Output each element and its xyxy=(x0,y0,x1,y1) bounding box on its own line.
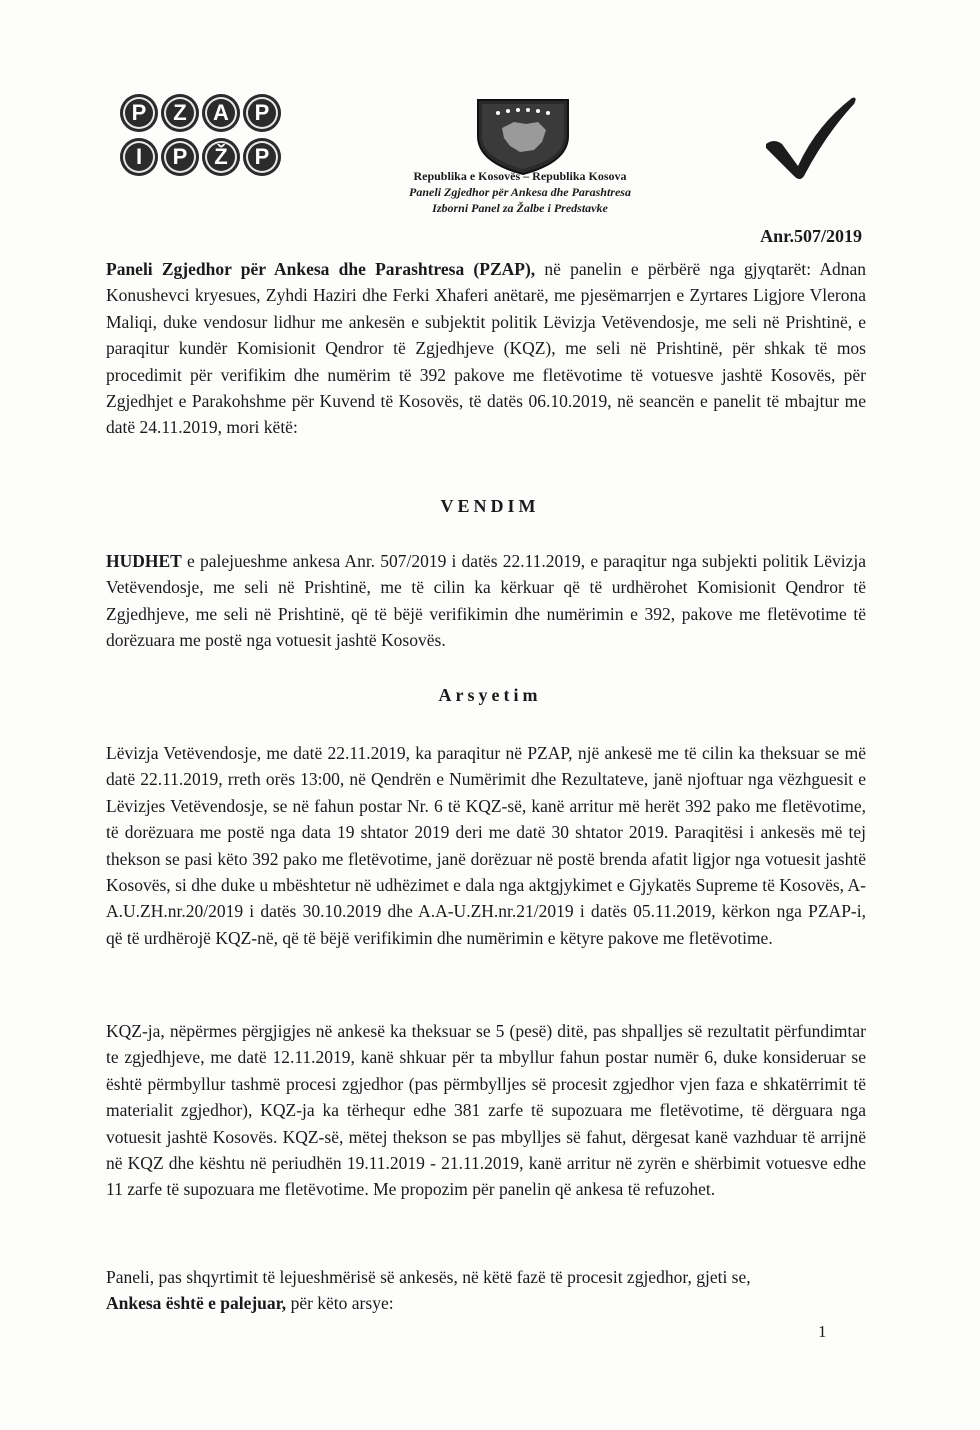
institution-header xyxy=(340,168,700,216)
intro-paragraph xyxy=(106,256,866,441)
reasoning-paragraph-3-text: Paneli, pas shqyrtimit të lejueshmërisë së ankesës, në këtë fazë të procesit zgjedhor, gjeti se, xyxy=(106,1267,751,1287)
reasoning-paragraph-3-bold: Ankesa është e palejuar, xyxy=(106,1293,287,1314)
logo-letter: P xyxy=(243,138,281,176)
reasoning-heading: Arsyetim xyxy=(438,685,542,705)
logo-row-bottom xyxy=(120,138,285,176)
republic-name: Republika e Kosovës – Republika Kosova xyxy=(413,169,627,183)
logo-letter: P xyxy=(161,138,199,176)
panel-name-serbian: Izborni Panel za Žalbe i Predstavke xyxy=(432,201,608,215)
reasoning-paragraph-2: KQZ-ja, nëpërmes përgjigjes në ankesë ka theksuar se 5 (pesë) ditë, pas shpalljes së rezultatit përfundimtar te zgjedhjeve, me datë 12.11.2019, kanë shkuar për ta mbyllur fahun postar numër 6, duke konsideruar se është përmbyllur tashmë procesi zgjedhor (pas përmbylljes së procesit zgjedhor vjen faza e shkatërrimit të materialit zgjedhor), KQZ-ja ka tërhequr edhe 381 zarfe të supozuara me fletëvotime, të dërguara nga votuesit jashtë Kosovës. KQZ-së, mëtej thekson se pas mbylljes së fahut, dërgesat kanë vazhduar të arrijnë në KQZ dhe kështu në periudhën 19.11.2019 - 21.11.2019, kanë arritur në zyrën e shërbimit votuesve edhe 11 zarfe të supozuara me fletëvotime. Me propozim për panelin që ankesa të refuzohet. xyxy=(106,1021,866,1200)
kosovo-emblem-icon xyxy=(472,96,574,176)
decision-lead: HUDHET xyxy=(106,551,182,571)
logo-row-top xyxy=(120,94,285,132)
case-number: Anr.507/2019 xyxy=(760,226,862,246)
logo-letter: A xyxy=(202,94,240,132)
decision-text: e palejueshme ankesa Anr. 507/2019 i datës 22.11.2019, e paraqitur nga subjekti politik Lëvizja Vetëvendosje, me seli në Prishtinë, me të cilin ka kërkuar që të urdhërohet Komisionit Qendror të Zgjedhjeve, me seli në Prishtinë, që të bëjë verifikimin dhe numërimin e 392, pakove me fletëvotime të dorëzuara me postë nga votuesit jashtë Kosovës. xyxy=(106,551,866,651)
decision-heading: VENDIM xyxy=(440,496,540,516)
page-number: 1 xyxy=(818,1322,827,1341)
checkmark-icon xyxy=(760,92,860,182)
logo-letter: Ž xyxy=(202,138,240,176)
reasoning-paragraph-3 xyxy=(106,1264,866,1317)
pzap-logo xyxy=(120,94,285,182)
logo-letter: P xyxy=(243,94,281,132)
logo-letter: Z xyxy=(161,94,199,132)
reasoning-paragraph-3-tail: për këto arsye: xyxy=(286,1293,394,1314)
reasoning-paragraph-1: Lëvizja Vetëvendosje, me datë 22.11.2019, ka paraqitur në PZAP, një ankesë me të cilin ka theksuar se më datë 22.11.2019, rreth orës 13:00, në Qendrën e Numërimit dhe Rezultateve, janë njoftuar nga vëzhguesit e Lëvizjes Vetëvendosje, se në fahun postar Nr. 6 të KQZ-së, kanë arritur më herët 392 pako me fletëvotime, të dorëzuara me postë nga data 19 shtator 2019 deri me datë 30 shtator 2019. Paraqitësi i ankesës më tej thekson se pasi këto 392 pako me fletëvotime, janë dorëzuar në postë brenda afatit ligjor nga votuesit jashtë Kosovës, si dhe duke u mbështetur në udhëzimet e dala nga aktgjykimet e Gjykatës Supreme të Kosovës, A-A.U.ZH.nr.20/2019 i datës 30.10.2019 dhe A.A-U.ZH.nr.21/2019 i datës 05.11.2019, kërkon nga PZAP-i, që të urdhërojë KQZ-në, që të bëjë verifikimin dhe numërimin e këtyre pakove me fletëvotime. xyxy=(106,743,866,948)
intro-lead: Paneli Zgjedhor për Ankesa dhe Parashtresa (PZAP), xyxy=(106,259,536,279)
panel-name-albanian: Paneli Zgjedhor për Ankesa dhe Parashtresa xyxy=(409,185,631,199)
logo-letter: P xyxy=(120,94,158,132)
decision-paragraph xyxy=(106,548,866,654)
logo-letter: I xyxy=(120,138,158,176)
intro-text: në panelin e përbërë nga gjyqtarët: Adnan Konushevci kryesues, Zyhdi Haziri dhe Ferki Xhaferi anëtarë, me pjesëmarrjen e Zyrtares Ligjore Vlerona Maliqi, duke vendosur lidhur me ankesën e subjektit politik Lëvizja Vetëvendosje, me seli në Prishtinë, e paraqitur kundër Komisionit Qendror të Zgjedhjeve (KQZ), me seli në Prishtinë, për shkak të mos procedimit për verifikim dhe numërim të 392 pakove me fletëvotime të votuesve jashtë Kosovës, për Zgjedhjet e Parakohshme për Kuvend të Kosovës, të datës 06.10.2019, në seancën e panelit të mbajtur me datë 24.11.2019, mori këtë: xyxy=(106,259,866,438)
